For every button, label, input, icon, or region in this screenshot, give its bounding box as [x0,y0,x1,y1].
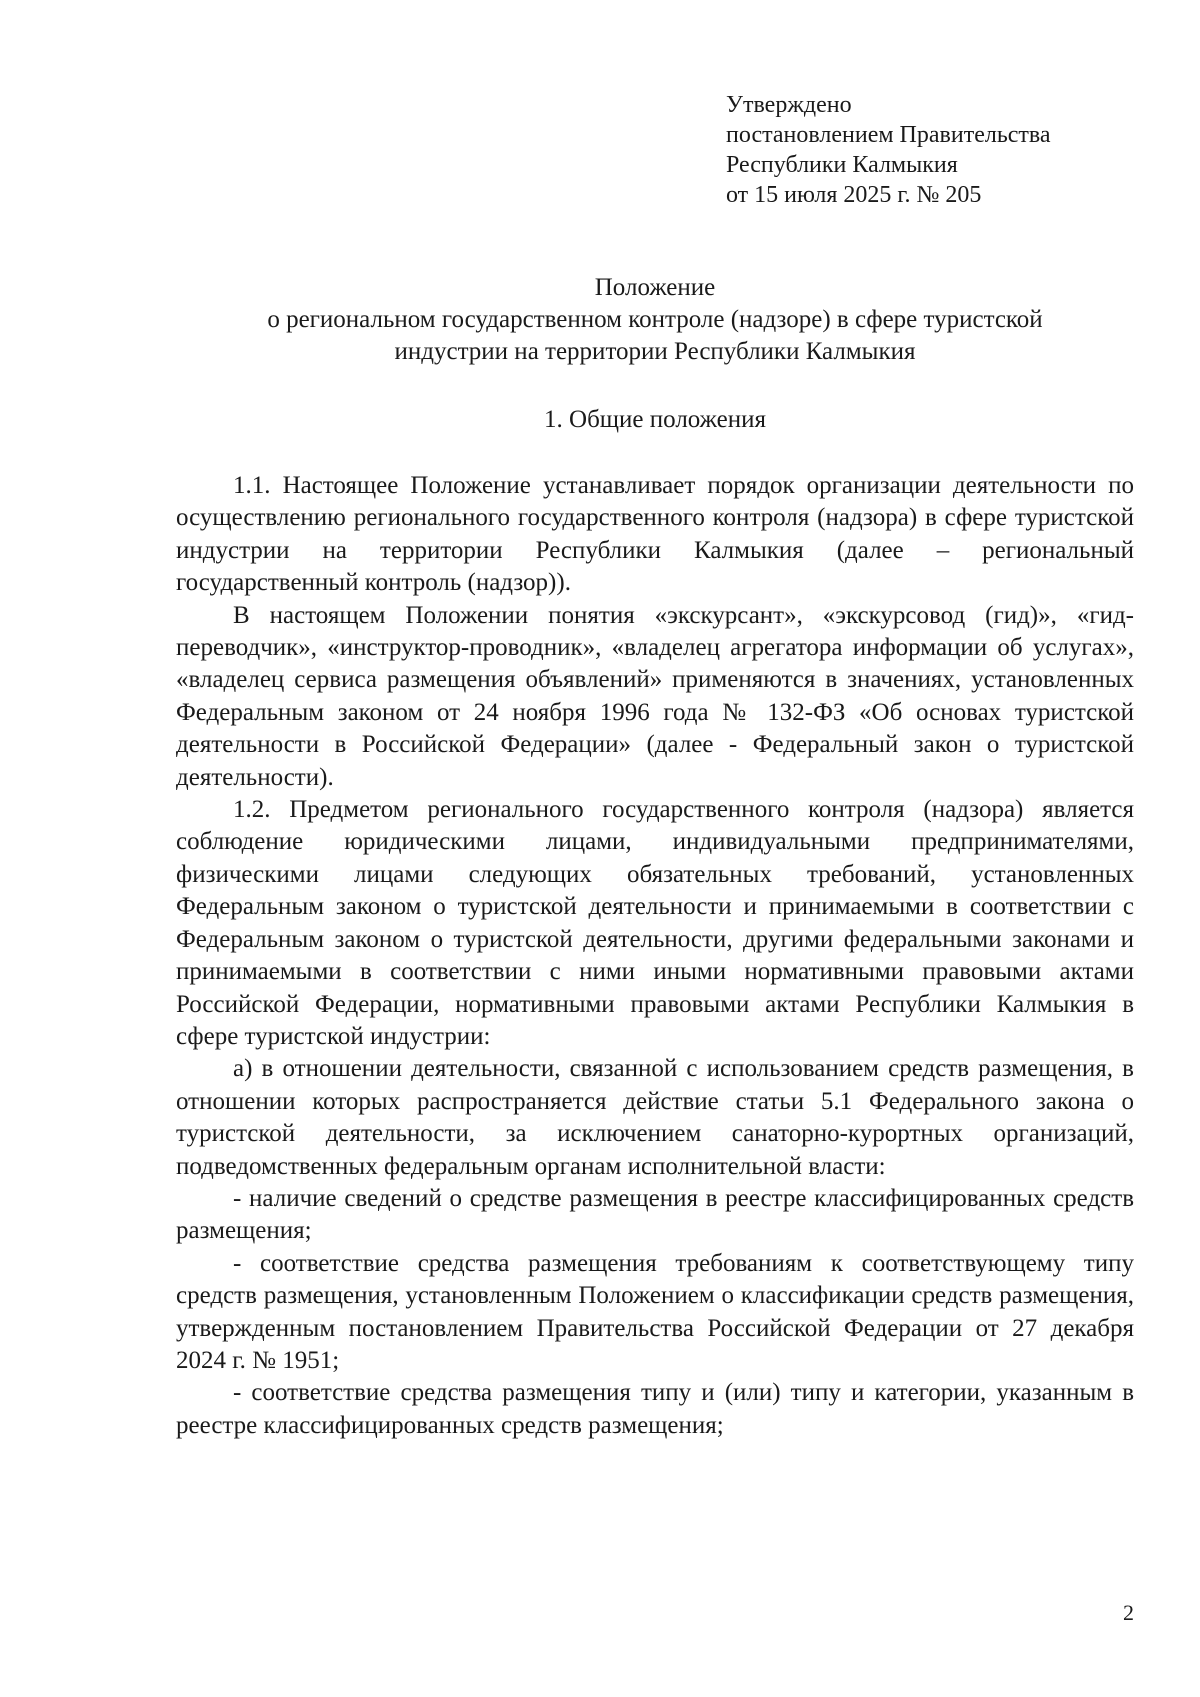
title-line: индустрии на территории Республики Калмыкия [394,338,916,365]
approval-line: постановлением Правительства [726,122,1051,148]
paragraph: а) в отношении деятельности, связанной с использованием средств размещения, в отношении которых распространяется действие статьи 5.1 Федерального закона о туристской деятельности, за исключением санаторно-курортных организаций, подведомственных федеральным органам исполнительной власти: [176,1055,1134,1180]
section-heading: 1. Общие положения [544,406,766,433]
title-line: Положение [594,274,716,301]
approval-line: Республики Калмыкия [726,152,958,178]
document-title [176,272,1134,368]
approval-stamp [726,90,1051,210]
paragraph: - соответствие средства размещения требованиям к соответствующему типу средств размещения, установленным Положением о классификации средств размещения, утвержденным постановлением Правительства Российской Федерации от 27 декабря 2024 г. № 1951; [176,1249,1134,1374]
approval-line: от 15 июля 2025 г. № 205 [726,182,982,208]
paragraph: 1.1. Настоящее Положение устанавливает порядок организации деятельности по осуществлению регионального государственного контроля (надзора) в сфере туристской индустрии на территории Республики Калмыкия (далее – региональный государственный контроль (надзор)). [176,472,1134,597]
paragraph: В настоящем Положении понятия «экскурсант», «экскурсовод (гид)», «гид-переводчик», «инструктор-проводник», «владелец агрегатора информации об услугах», «владелец сервиса размещения объявлений» применяются в значениях, установленных Федеральным законом от 24 ноября 1996 года № 132-ФЗ «Об основах туристской деятельности в Российской Федерации» (далее - Федеральный закон о туристской деятельности). [176,601,1134,791]
paragraph: - соответствие средства размещения типу и (или) типу и категории, указанным в реестре классифицированных средств размещения; [176,1379,1134,1439]
approval-line: Утверждено [726,92,852,118]
paragraph: 1.2. Предметом регионального государственного контроля (надзора) является соблюдение юридическими лицами, индивидуальными предпринимателями, физическими лицами следующих обязательных требований, установленных Федеральным законом о туристской деятельности и принимаемыми в соответствии с Федеральным законом о туристской деятельности, другими федеральными законами и принимаемыми в соответствии с ними иными нормативными правовыми актами Российской Федерации, нормативными правовыми актами Республики Калмыкия в сфере туристской индустрии: [176,796,1134,1050]
paragraph: - наличие сведений о средстве размещения в реестре классифицированных средств размещения; [176,1184,1134,1245]
document-body [176,470,1134,1442]
page-number: 2 [1123,1600,1134,1625]
title-line: о региональном государственном контроле (надзоре) в сфере туристской [267,306,1043,333]
